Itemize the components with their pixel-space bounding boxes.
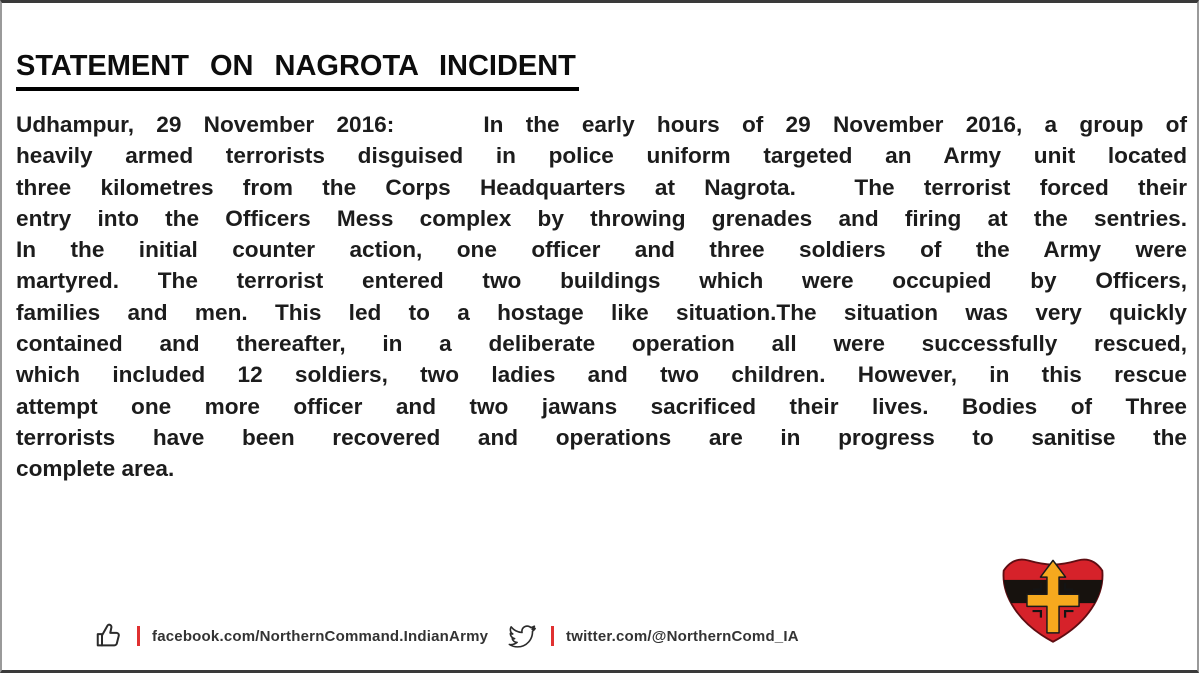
body-line: complete area.: [16, 456, 175, 482]
statement-body: [16, 109, 1187, 485]
body-line: heavily armed terrorists disguised in police uniform targeted an Army unit located: [16, 143, 1187, 169]
twitter-bird-icon: [506, 621, 538, 651]
body-line: families and men. This led to a hostage like situation.The situation was very quickly: [16, 299, 1187, 325]
body-line: attempt one more officer and two jawans sacrificed their lives. Bodies of Three: [16, 393, 1187, 419]
body-line: terrorists have been recovered and operations are in progress to sanitise the: [16, 424, 1187, 450]
body-line: three kilometres from the Corps Headquarters at Nagrota. The terrorist forced their: [16, 174, 1187, 200]
body-line: In the initial counter action, one officer and three soldiers of the Army were: [16, 237, 1187, 263]
twitter-handle: [506, 619, 799, 653]
page-title: STATEMENT ON NAGROTA INCIDENT: [16, 50, 579, 91]
twitter-url: twitter.com/@NorthernComd_IA: [566, 627, 799, 645]
northern-command-crest-icon: [993, 552, 1113, 645]
body-line: entry into the Officers Mess complex by throwing grenades and firing at the sentries.: [16, 205, 1187, 231]
body-line: contained and thereafter, in a deliberate operation all were successfully rescued,: [16, 331, 1187, 357]
red-separator: [137, 626, 140, 646]
body-line: Udhampur, 29 November 2016: In the early hours of 29 November 2016, a group of: [16, 112, 1187, 137]
facebook-handle: [94, 619, 488, 653]
red-separator: [551, 626, 554, 646]
body-line: which included 12 soldiers, two ladies and two children. However, in this rescue: [16, 362, 1187, 388]
body-line: martyred. The terrorist entered two buildings which were occupied by Officers,: [16, 268, 1187, 294]
facebook-url: facebook.com/NorthernCommand.IndianArmy: [152, 627, 489, 645]
thumbs-up-icon: [94, 621, 124, 651]
